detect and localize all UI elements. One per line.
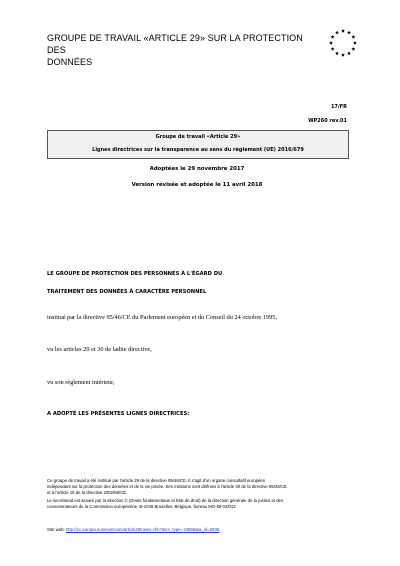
footer-note-1 [47, 478, 352, 496]
footer-note-1-line-2: indépendant sur la protection des données et de la vie privée. Ses missions sont définies à l'article 30 de la directive 95/46/CE [47, 484, 287, 489]
flag-star [353, 41, 357, 45]
adopted-statement: A ADOPTÉ LES PRÉSENTES LIGNES DIRECTRICES: [47, 411, 190, 417]
recital-instituted: institué par la directive 95/46/CE du Parlement européen et du Conseil du 24 octobre 1995, [47, 314, 277, 321]
group-heading-line-2: TRAITEMENT DES DONNÉES À CARACTÈRE PERSONNEL [47, 289, 207, 295]
eu-flag-icon [326, 26, 360, 60]
working-party-title [47, 32, 317, 68]
flag-star [335, 51, 339, 55]
footer-website [47, 527, 352, 533]
flag-star [341, 53, 345, 57]
wp-reference: WP260 rev.01 [308, 118, 347, 124]
document-code: 17/FR [330, 104, 347, 110]
title-line-2: DONNÉES [47, 57, 93, 67]
box-line-2: Lignes directrices sur la transparence au sens du règlement (UE) 2016/679 [92, 147, 304, 153]
recital-rules: vu son règlement intérieur, [47, 379, 115, 386]
box-line-1: Groupe de travail «Article 29» [155, 134, 241, 140]
adoption-date: Adoptées le 29 novembre 2017 [149, 166, 245, 172]
recital-articles: vu les articles 29 et 30 de ladite directive, [47, 346, 152, 353]
website-link[interactable]: http://ec.europa.eu/newsroom/article29/news.cfm?item_type=1358&tpa_id=6936 [65, 527, 220, 532]
group-heading-line-1: LE GROUPE DE PROTECTION DES PERSONNES À L'ÉGARD DU [47, 271, 223, 277]
title-box [47, 130, 349, 159]
flag-star [347, 51, 351, 55]
footer-note-2-line-1: Le secrétariat est assuré par la direction C (Droits fondamentaux et État de droit) de la direction générale de la justice et des [47, 498, 284, 503]
flag-star [351, 35, 355, 39]
flag-star [331, 35, 335, 39]
flag-star [351, 47, 355, 51]
flag-star [329, 41, 333, 45]
flag-star [341, 29, 345, 33]
footer-note-1-line-1: Ce groupe de travail a été institué par l'article 29 de la directive 95/46/CE. Il s'agit d'un organe consultatif européen [47, 478, 266, 483]
flag-star [335, 31, 339, 35]
footer-note-1-line-3: et à l'article 15 de la directive 2002/58/CE. [47, 490, 128, 495]
footer-note-2-line-2: consommateurs de la Commission européenne, B-1049 Bruxelles, Belgique, bureau MO-59 02/013 [47, 504, 236, 509]
revision-date: Version révisée et adoptée le 11 avril 2018 [131, 182, 263, 188]
footer-note-2 [47, 498, 352, 510]
flag-star [347, 31, 351, 35]
website-label: Site web: [47, 527, 66, 532]
flag-star [331, 47, 335, 51]
title-line-1: GROUPE DE TRAVAIL «ARTICLE 29» SUR LA PROTECTION DES [47, 33, 303, 55]
